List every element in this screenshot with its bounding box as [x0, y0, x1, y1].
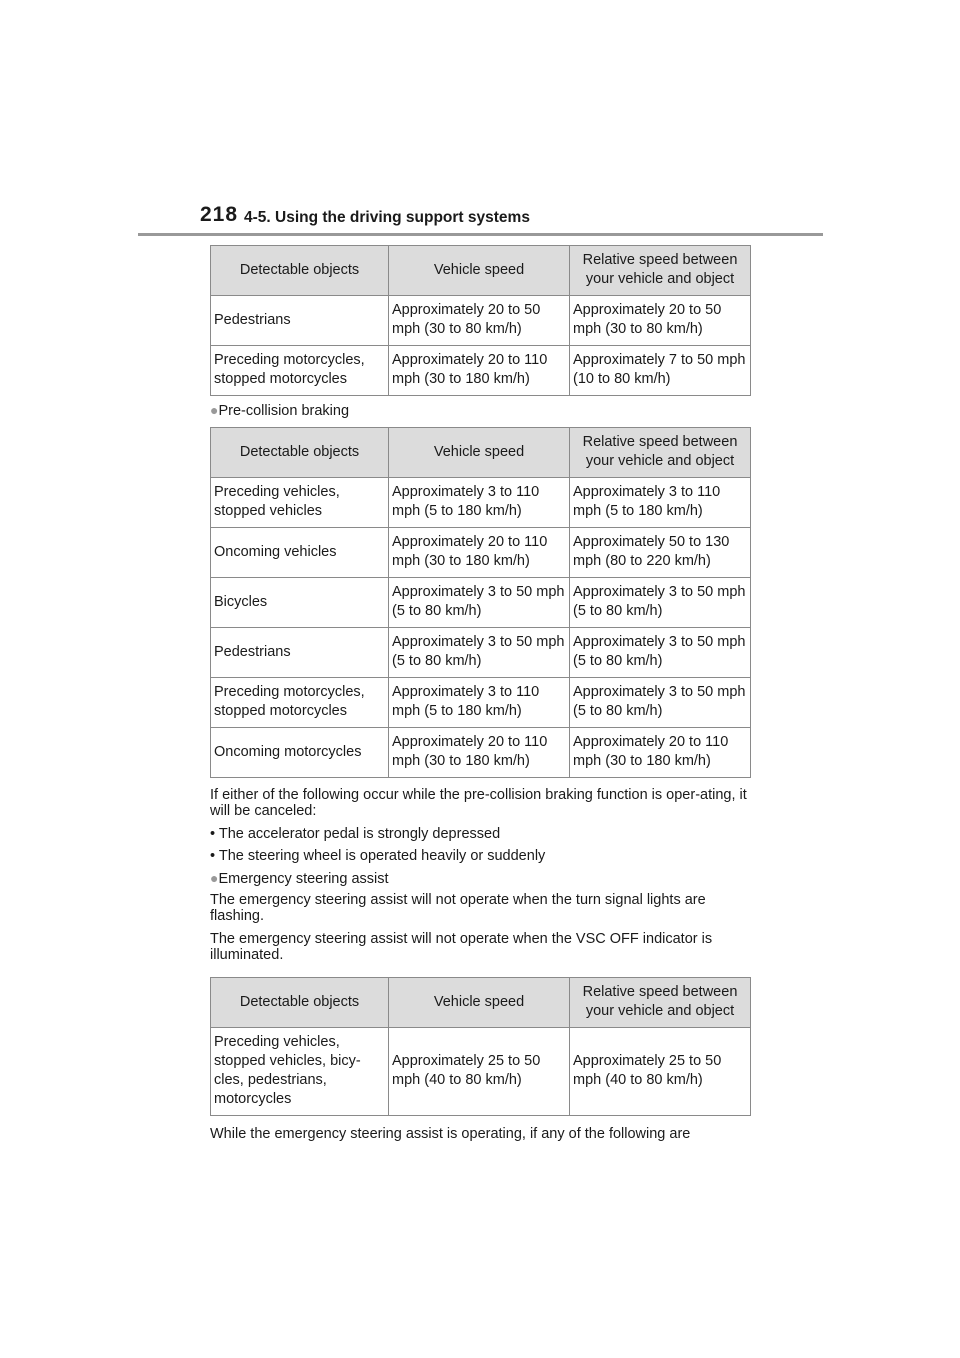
cell-object: Oncoming vehicles [211, 528, 389, 578]
table-row [211, 578, 751, 628]
cell-object: Pedestrians [211, 628, 389, 678]
cell-object: Oncoming motorcycles [211, 728, 389, 778]
cell-relative-speed: Approximately 3 to 50 mph (5 to 80 km/h) [570, 578, 751, 628]
cancel-item-steering: • The steering wheel is operated heavily or suddenly [210, 848, 546, 864]
cancel-item-accelerator: • The accelerator pedal is strongly depressed [210, 826, 501, 842]
detection-table-2 [210, 427, 751, 778]
cell-object: Preceding vehicles, stopped vehicles [211, 478, 389, 528]
cell-relative-speed: Approximately 50 to 130 mph (80 to 220 km/h) [570, 528, 751, 578]
detection-table-3 [210, 977, 751, 1116]
cell-object: Bicycles [211, 578, 389, 628]
cell-object: Preceding vehicles, stopped vehicles, bicy-cles, pedestrians, motorcycles [211, 1028, 389, 1116]
table-row [211, 478, 751, 528]
page-content [210, 245, 750, 1142]
header-vehicle-speed: Vehicle speed [389, 428, 570, 478]
header-relative-speed: Relative speed between your vehicle and object [570, 978, 751, 1028]
bullet-label: Emergency steering assist [218, 871, 389, 887]
table-row [211, 628, 751, 678]
cell-relative-speed: Approximately 3 to 50 mph (5 to 80 km/h) [570, 678, 751, 728]
header-relative-speed: Relative speed between your vehicle and object [570, 246, 751, 296]
table-row [211, 346, 751, 396]
table-header-row [211, 428, 751, 478]
cell-relative-speed: Approximately 25 to 50 mph (40 to 80 km/h) [570, 1028, 751, 1116]
cell-vehicle-speed: Approximately 3 to 110 mph (5 to 180 km/h) [389, 478, 570, 528]
table-header-row [211, 246, 751, 296]
cell-object: Pedestrians [211, 296, 389, 346]
cell-vehicle-speed: Approximately 3 to 50 mph (5 to 80 km/h) [389, 628, 570, 678]
cell-vehicle-speed: Approximately 3 to 50 mph (5 to 80 km/h) [389, 578, 570, 628]
header-rule [138, 233, 823, 236]
cell-relative-speed: Approximately 20 to 110 mph (30 to 180 km/h) [570, 728, 751, 778]
cell-vehicle-speed: Approximately 20 to 110 mph (30 to 180 km/h) [389, 346, 570, 396]
page-number: 218 [200, 203, 239, 226]
table-header-row [211, 978, 751, 1028]
emergency-note-vsc-off: The emergency steering assist will not operate when the VSC OFF indicator is illuminated. [210, 931, 713, 963]
header-vehicle-speed: Vehicle speed [389, 246, 570, 296]
cell-vehicle-speed: Approximately 20 to 110 mph (30 to 180 km/h) [389, 728, 570, 778]
cell-object: Preceding motorcycles, stopped motorcycles [211, 346, 389, 396]
bullet-emergency-steering-assist [210, 869, 750, 889]
cell-object: Preceding motorcycles, stopped motorcycles [211, 678, 389, 728]
cell-relative-speed: Approximately 3 to 50 mph (5 to 80 km/h) [570, 628, 751, 678]
table-row [211, 678, 751, 728]
cell-vehicle-speed: Approximately 3 to 110 mph (5 to 180 km/h) [389, 678, 570, 728]
header-relative-speed: Relative speed between your vehicle and object [570, 428, 751, 478]
closing-paragraph: While the emergency steering assist is operating, if any of the following are [210, 1126, 691, 1142]
detection-table-1 [210, 245, 751, 396]
header-vehicle-speed: Vehicle speed [389, 978, 570, 1028]
cell-vehicle-speed: Approximately 20 to 50 mph (30 to 80 km/h) [389, 296, 570, 346]
table-row [211, 1028, 751, 1116]
table-row [211, 728, 751, 778]
cell-relative-speed: Approximately 7 to 50 mph (10 to 80 km/h) [570, 346, 751, 396]
cell-relative-speed: Approximately 3 to 110 mph (5 to 180 km/h) [570, 478, 751, 528]
table-row [211, 528, 751, 578]
cell-relative-speed: Approximately 20 to 50 mph (30 to 80 km/h) [570, 296, 751, 346]
header-detectable-objects: Detectable objects [211, 428, 389, 478]
emergency-note-turn-signal: The emergency steering assist will not operate when the turn signal lights are flashing. [210, 892, 706, 924]
table-row [211, 296, 751, 346]
bullet-dot-icon: ● [210, 402, 219, 418]
section-title: 4-5. Using the driving support systems [244, 209, 530, 226]
header-detectable-objects: Detectable objects [211, 246, 389, 296]
bullet-dot-icon: ● [210, 870, 219, 886]
cancel-intro: If either of the following occur while the pre-collision braking function is oper-ating, it will be canceled: [210, 787, 747, 819]
header-detectable-objects: Detectable objects [211, 978, 389, 1028]
bullet-label: Pre-collision braking [218, 403, 350, 419]
cell-vehicle-speed: Approximately 20 to 110 mph (30 to 180 km/h) [389, 528, 570, 578]
cell-vehicle-speed: Approximately 25 to 50 mph (40 to 80 km/h) [389, 1028, 570, 1116]
bullet-pre-collision-braking [210, 401, 750, 421]
